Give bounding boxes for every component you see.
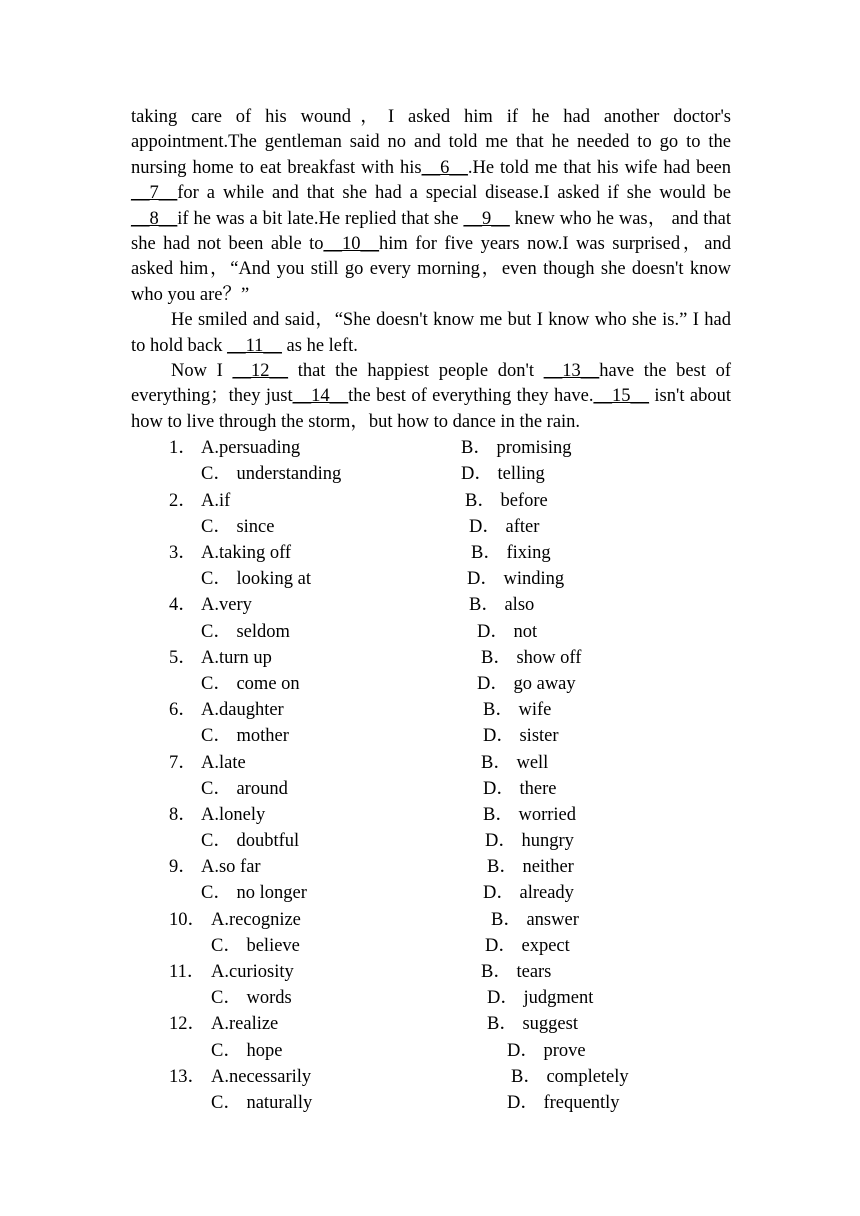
option-c: C． doubtful (201, 831, 300, 852)
option-d: D． already (483, 883, 574, 904)
question-row (131, 672, 731, 698)
passage-text: Now I (171, 361, 233, 382)
option-c: C． come on (201, 673, 300, 694)
answer-blank: __6__ (421, 157, 468, 178)
question-row (131, 462, 731, 488)
passage-text: He smiled and said，“She doesn't know me but I know who she is.” I had to hold back (131, 310, 731, 356)
question-number: 13． (169, 1066, 207, 1087)
option-b: B． before (465, 490, 548, 511)
option-a: A.if (201, 490, 231, 511)
passage-text: isn't about how to live through the storm，but how to dance in the rain. (131, 386, 731, 432)
option-d: D． telling (461, 464, 545, 485)
question-row (131, 1091, 731, 1117)
option-c: C． naturally (211, 1092, 313, 1113)
option-b: B． also (469, 595, 535, 616)
option-a: A.realize (211, 1014, 279, 1035)
question-row (131, 567, 731, 593)
option-c: C． hope (211, 1040, 283, 1061)
option-d: D． prove (507, 1040, 586, 1061)
option-b: B． promising (461, 438, 572, 459)
passage-paragraph-3 (131, 359, 731, 435)
option-b: B． completely (511, 1066, 629, 1087)
option-b: B． well (481, 752, 549, 773)
option-b: B． tears (481, 962, 552, 983)
option-d: D． hungry (485, 831, 574, 852)
answer-blank: __11__ (227, 335, 282, 356)
question-row (131, 777, 731, 803)
question-number: 2． (169, 490, 197, 511)
answer-blank: __14__ (292, 386, 349, 407)
question-row (131, 1065, 731, 1091)
option-c: C． believe (211, 935, 300, 956)
question-row (131, 698, 731, 724)
question-number: 11． (169, 962, 206, 983)
option-b: B． neither (487, 857, 574, 878)
question-row (131, 489, 731, 515)
question-row (131, 829, 731, 855)
answer-blank: __12__ (232, 361, 289, 382)
question-list (131, 436, 731, 1117)
passage-text: taking care of his wound，I asked him if he had another doctor's appointment.The gentleman said no and told me that he needed to go to the nursing home to eat breakfast with his (131, 107, 731, 178)
option-d: D． not (477, 621, 538, 642)
option-d: D． there (483, 778, 557, 799)
passage-text: the best of everything they have. (348, 386, 594, 407)
question-row (131, 881, 731, 907)
question-row (131, 515, 731, 541)
option-a: A.late (201, 752, 246, 773)
question-row (131, 1012, 731, 1038)
passage-text: him for five years now.I was surprised，and asked him，“And you still go every morning，even though she doesn't know who you are？” (131, 234, 731, 305)
option-c: C． looking at (201, 569, 311, 590)
answer-blank: __8__ (131, 208, 178, 229)
question-row (131, 620, 731, 646)
option-c: C． mother (201, 726, 289, 747)
question-number: 5． (169, 647, 197, 668)
answer-blank: __13__ (543, 361, 600, 382)
question-row (131, 934, 731, 960)
question-number: 7． (169, 752, 197, 773)
option-d: D． sister (483, 726, 559, 747)
option-d: D． after (469, 516, 540, 537)
question-number: 4． (169, 595, 197, 616)
question-row (131, 541, 731, 567)
option-a: A.very (201, 595, 252, 616)
question-number: 10． (169, 909, 207, 930)
passage-text: .He told me that his wife had been (467, 157, 732, 178)
passage-text: have the best of everything；they just (131, 361, 731, 407)
passage-text: as he left. (281, 335, 358, 356)
question-number: 1． (169, 438, 197, 459)
passage-text: if he was a bit late.He replied that she (177, 208, 464, 229)
option-b: B． answer (491, 909, 579, 930)
option-b: B． wife (483, 700, 552, 721)
passage-text: that the happiest people don't (288, 361, 544, 382)
option-a: A.recognize (211, 909, 301, 930)
passage-text: knew who he was， and that she had not been able to (131, 208, 731, 255)
option-a: A.turn up (201, 647, 272, 668)
question-row (131, 986, 731, 1012)
question-number: 8． (169, 804, 197, 825)
question-number: 12． (169, 1014, 207, 1035)
option-b: B． worried (483, 804, 576, 825)
document-page (131, 105, 731, 1117)
question-row (131, 855, 731, 881)
answer-blank: __15__ (593, 386, 649, 407)
option-c: C． no longer (201, 883, 307, 904)
option-b: B． show off (481, 647, 582, 668)
question-row (131, 1039, 731, 1065)
option-c: C． understanding (201, 464, 342, 485)
passage-text: for a while and that she had a special disease.I asked if she would be (177, 183, 731, 204)
question-row (131, 724, 731, 750)
option-c: C． since (201, 516, 275, 537)
option-c: C． around (201, 778, 288, 799)
question-number: 6． (169, 700, 197, 721)
option-a: A.taking off (201, 543, 292, 564)
option-a: A.necessarily (211, 1066, 312, 1087)
question-row (131, 593, 731, 619)
option-d: D． judgment (487, 988, 594, 1009)
passage-paragraph-2 (131, 308, 731, 359)
question-row (131, 908, 731, 934)
question-row (131, 646, 731, 672)
question-number: 3． (169, 543, 197, 564)
option-b: B． suggest (487, 1014, 578, 1035)
option-d: D． go away (477, 673, 576, 694)
question-row (131, 751, 731, 777)
option-d: D． winding (467, 569, 565, 590)
answer-blank: __10__ (323, 234, 380, 255)
option-a: A.persuading (201, 438, 301, 459)
option-c: C． words (211, 988, 292, 1009)
answer-blank: __9__ (463, 208, 510, 229)
option-a: A.curiosity (211, 962, 294, 983)
question-row (131, 960, 731, 986)
option-d: D． frequently (507, 1092, 620, 1113)
question-number: 9． (169, 857, 197, 878)
option-a: A.daughter (201, 700, 284, 721)
answer-blank: __7__ (131, 183, 178, 204)
question-row (131, 436, 731, 462)
option-c: C． seldom (201, 621, 290, 642)
option-d: D． expect (485, 935, 570, 956)
passage-paragraph-1 (131, 105, 731, 308)
option-a: A.so far (201, 857, 261, 878)
option-b: B． fixing (471, 543, 551, 564)
question-row (131, 803, 731, 829)
option-a: A.lonely (201, 804, 266, 825)
